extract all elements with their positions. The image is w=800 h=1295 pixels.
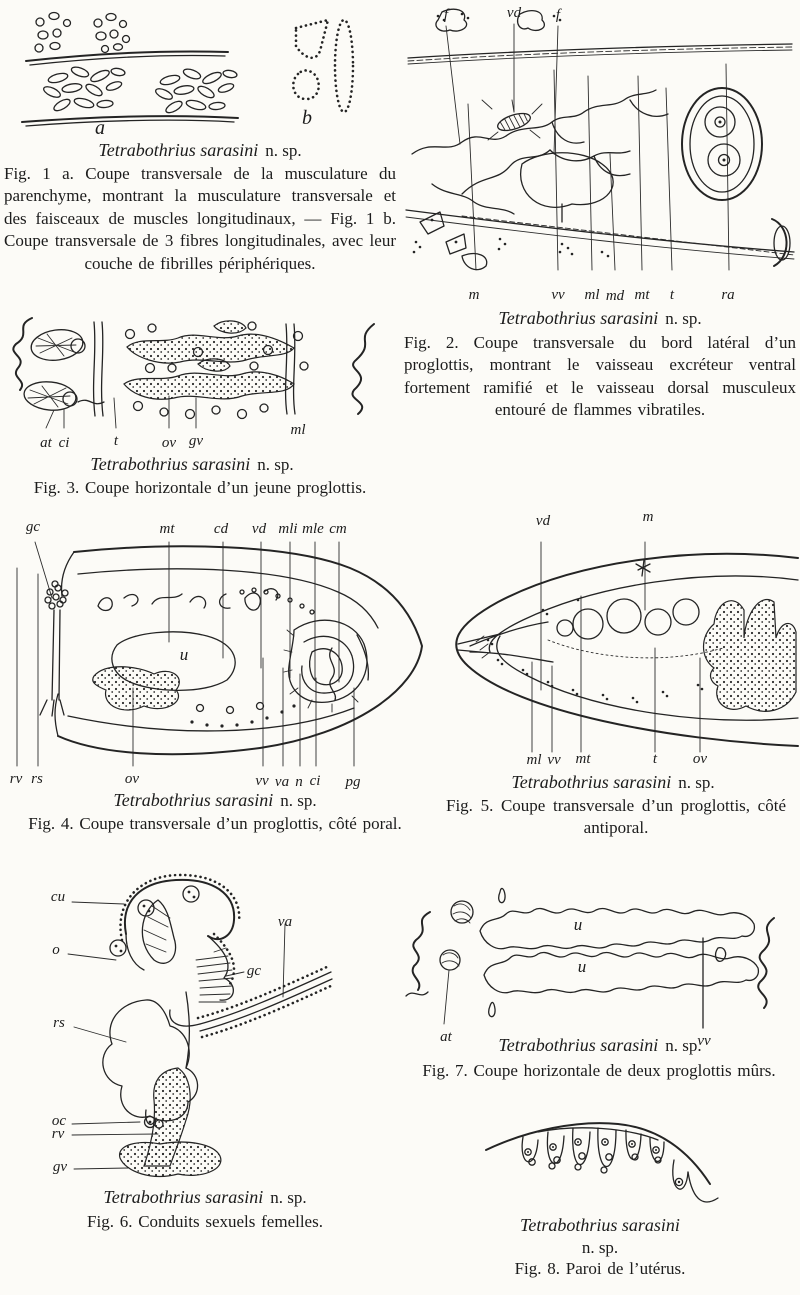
fig3-drawing [2,312,400,434]
fig5-label-ov: ov [692,751,708,767]
fig1-caption: Fig. 1 a. Coupe transversale de la musculature du parenchyme, montrant la musculature transversale et des faisceaux de muscles longitudinaux, — Fig. 1 b. Coupe transversale de 3 fibres longitudinales, avec leur couche de fibrilles périphériques. [4,164,396,273]
fig7-caption: Fig. 7. Coupe horizontale de deux proglottis mûrs. [422,1061,776,1080]
fig7-label-u1: u [573,915,583,934]
fig5-label-ml: ml [526,752,542,768]
fig8-caption: Fig. 8. Paroi de l’utérus. [514,1259,686,1278]
fig6-label-cu: cu [50,889,66,905]
fig4-label-ci: ci [309,773,321,789]
fig2-label-ra: ra [721,287,735,303]
fig8-species-suffix: n. sp. [581,1238,619,1257]
fig3-label-gv: gv [188,433,204,449]
fig4-label-pg: pg [345,774,361,790]
fig3-label-at: at [40,435,52,451]
fig5-label-m: m [642,509,654,525]
fig6-drawing [28,872,363,1187]
fig6-label-o: o [52,942,60,958]
fig3-label-ml: ml [290,422,306,438]
fig5-species-title: Tetrabothrius sarasini n. sp. [511,772,715,792]
fig2-label-mt: mt [634,287,650,303]
fig4-label-n: n [295,774,303,790]
fig2-label-f-right: f [555,7,561,23]
fig1-drawing [10,6,395,141]
fig4-label-cm: cm [329,521,347,537]
fig4-label-vd: vd [251,521,267,537]
fig5-label-vd: vd [535,513,551,529]
fig7-label-at: at [440,1029,452,1045]
fig6-label-gc: gc [246,963,262,979]
fig4-label-va: va [274,774,290,790]
fig4-label-rv: rv [9,771,23,787]
fig4-label-mle: mle [302,521,324,537]
fig2-caption: Fig. 2. Coupe transversale du bord latéral d’un proglottis, montrant le vaisseau excréteur ventral fortement ramifié et le vaisseau dorsal musculeux entouré de flammes vibratiles. [404,333,796,420]
fig3-label-ci: ci [58,435,70,451]
fig4-label-ov: ov [124,771,140,787]
fig3-caption: Fig. 3. Coupe horizontale d’un jeune proglottis. [33,478,367,497]
fig1-sublabel-b: b [302,107,312,129]
fig4-label-gc: gc [25,519,41,535]
fig7-label-vv: vv [697,1033,711,1049]
fig4-species-title: Tetrabothrius sarasini n. sp. [113,790,317,810]
fig4-label-vv: vv [255,773,269,789]
fig3-label-ov: ov [161,435,177,451]
fig2-species-title: Tetrabothrius sarasini n. sp. [498,308,702,328]
fig4-label-mt-top: mt [159,521,175,537]
fig6-label-rs: rs [53,1015,65,1031]
fig4-caption: Fig. 4. Coupe transversale d’un proglottis, côté poral. [28,814,402,833]
fig3-label-t: t [113,433,119,449]
fig4-label-u: u [179,645,189,664]
fig2-label-m: m [468,287,480,303]
fig2-label-md: md [605,288,625,304]
fig5-caption: Fig. 5. Coupe transversale d’un proglottis, côté antiporal. [446,796,786,838]
fig6-label-oc: oc [51,1113,67,1129]
fig7-label-u2: u [577,957,587,976]
fig2-label-vv: vv [551,287,565,303]
fig2-drawing [402,4,798,286]
fig7-drawing [400,876,795,1048]
fig2-label-f-left: f [443,7,449,23]
fig2-label-t: t [669,287,675,303]
fig3-species-title: Tetrabothrius sarasini n. sp. [90,454,294,474]
fig6-species-title: Tetrabothrius sarasini n. sp. [103,1187,307,1207]
fig6-caption: Fig. 6. Conduits sexuels femelles. [87,1212,323,1231]
fig5-label-vv: vv [547,752,561,768]
fig6-label-va: va [277,914,293,930]
fig2-label-vd: vd [506,5,522,21]
fig5-label-t: t [652,751,658,767]
fig4-label-mli: mli [278,521,298,537]
fig8-species-title: Tetrabothrius sarasini [520,1215,680,1235]
fig7-species-title: Tetrabothrius sarasini n. sp. [498,1035,702,1055]
fig5-label-mt: mt [575,751,591,767]
fig1-sublabel-a: a [95,117,105,139]
fig1-species-title: Tetrabothrius sarasini n. sp. [98,140,302,160]
fig4-label-cd: cd [213,521,229,537]
fig4-drawing [2,540,430,768]
fig2-label-ml: ml [584,287,600,303]
fig6-label-rv: rv [51,1126,65,1142]
fig8-drawing [478,1112,723,1214]
fig6-label-gv: gv [52,1159,68,1175]
fig5-drawing [428,540,800,756]
fig4-label-rs: rs [31,771,43,787]
